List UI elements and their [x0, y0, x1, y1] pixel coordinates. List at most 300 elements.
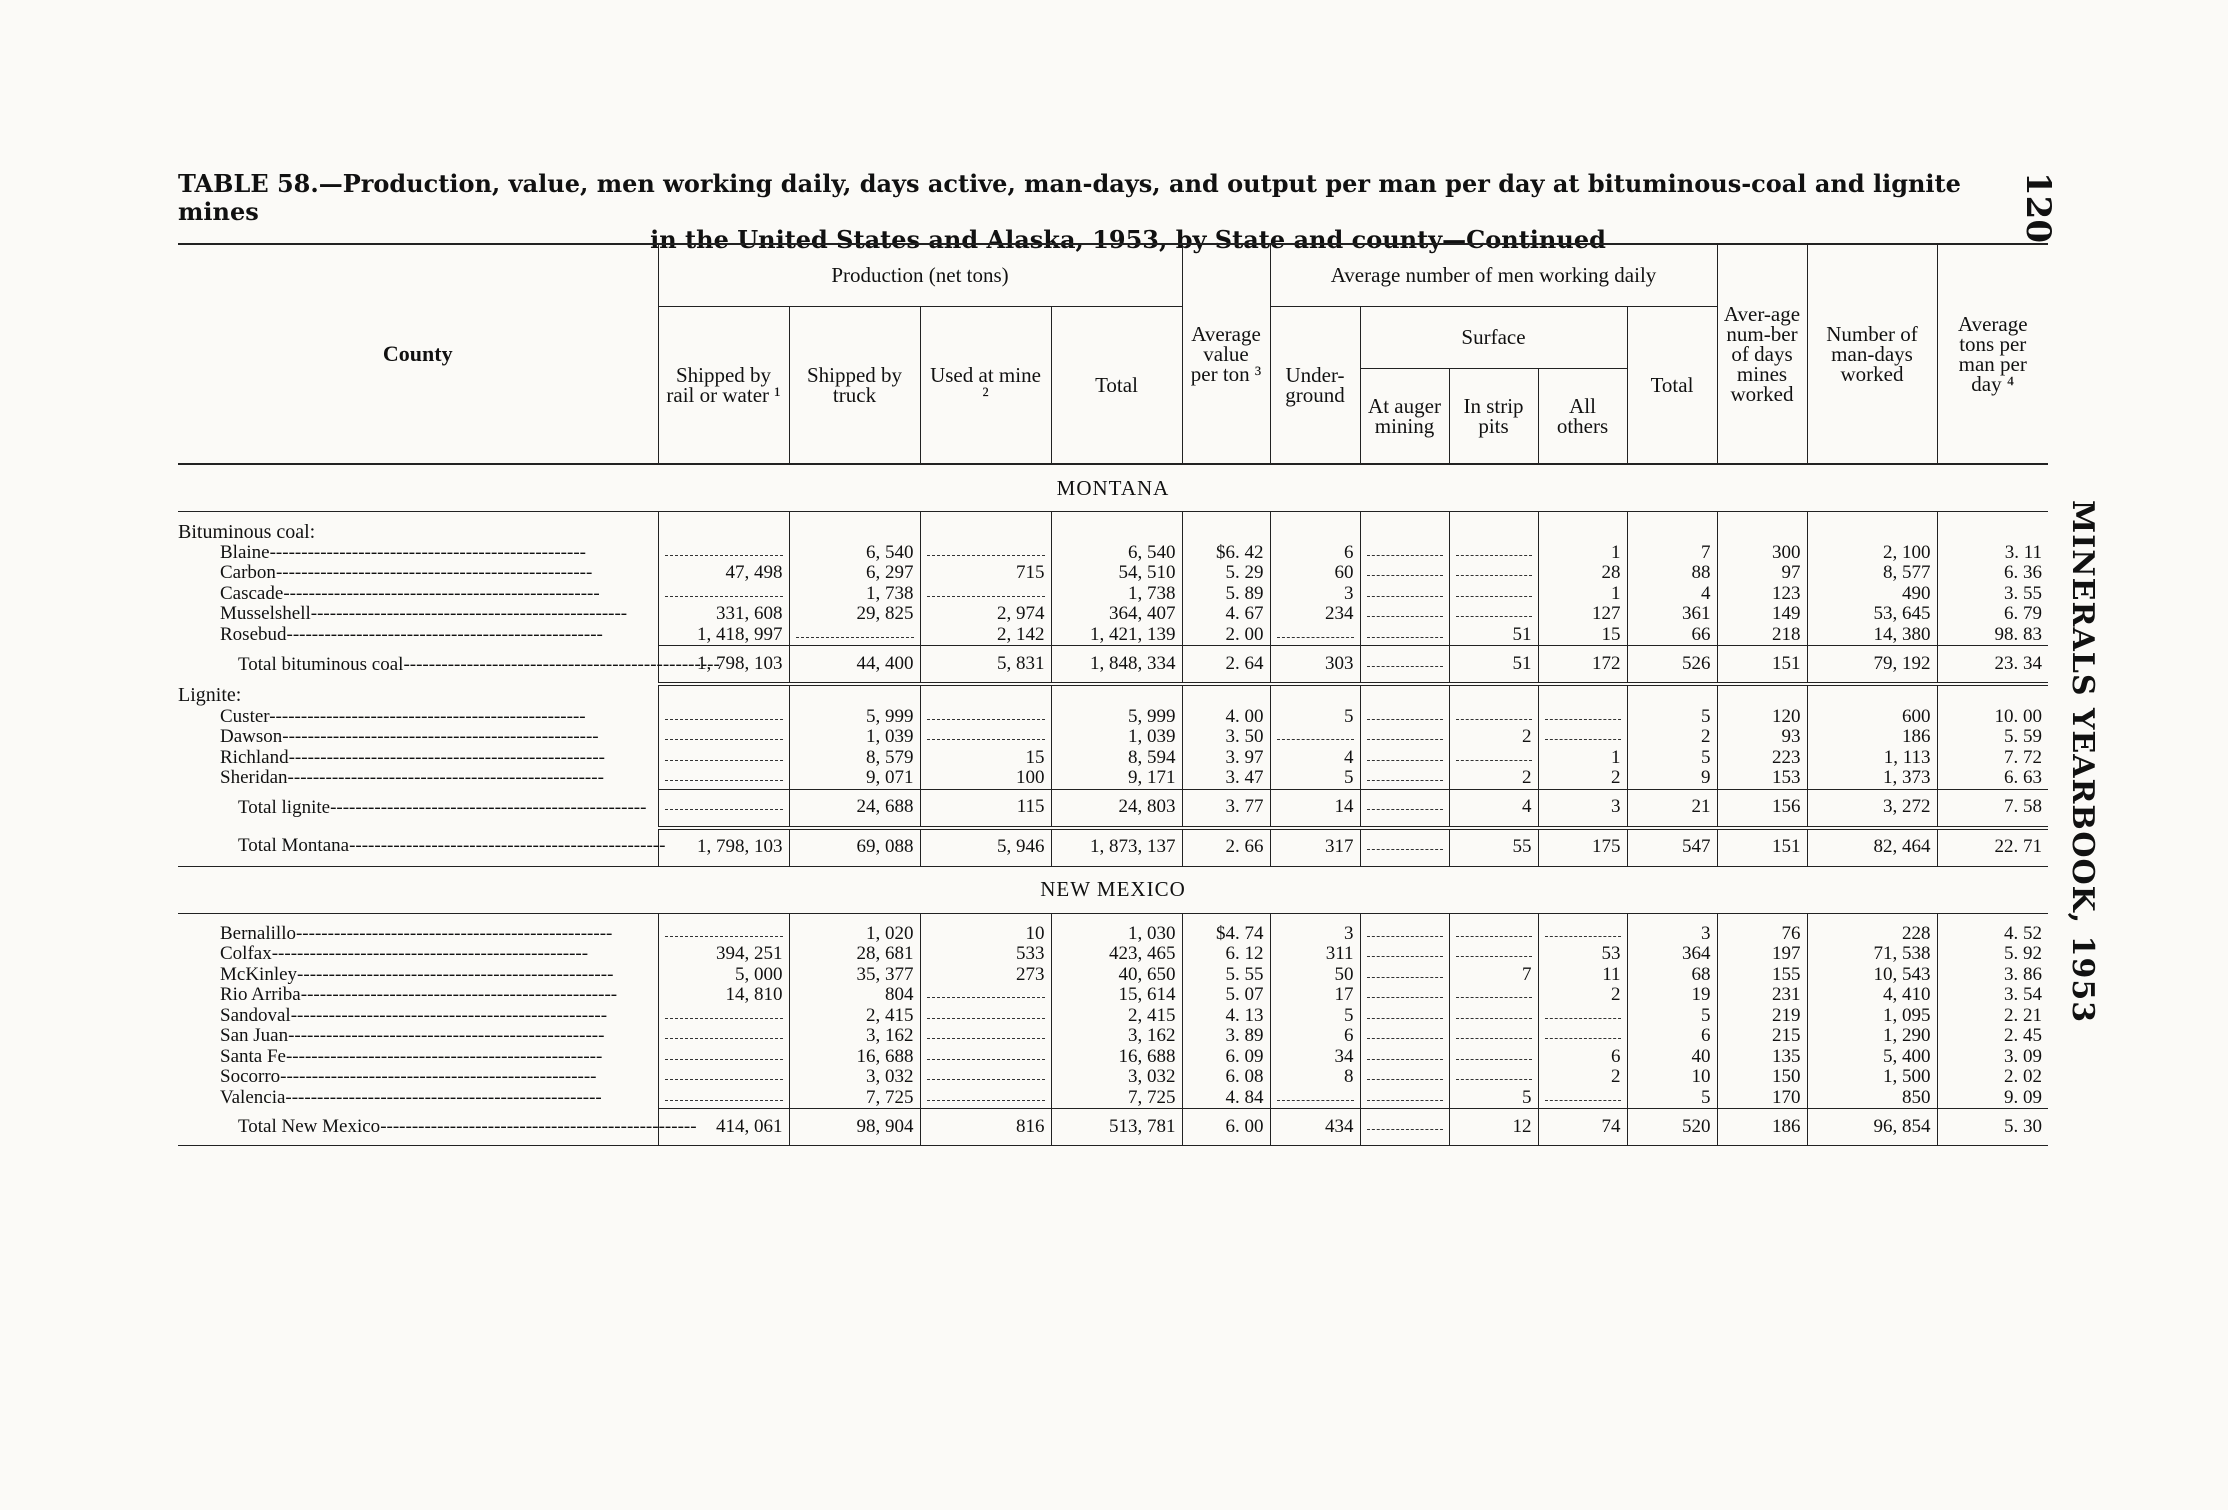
dash-placeholder [665, 768, 783, 781]
empty-cell [1182, 684, 1270, 707]
col-shipped-truck: Shipped by truck [789, 306, 920, 464]
table-row [178, 727, 2048, 748]
county-name: Bernalillo [220, 922, 296, 944]
empty-cell [1807, 684, 1937, 707]
empty-cell [920, 684, 1051, 707]
value-cell: 11 [1538, 965, 1627, 986]
value-cell: 74 [1538, 1109, 1627, 1146]
empty-cell [1360, 684, 1449, 707]
value-cell: 6 [1270, 543, 1360, 564]
value-cell: 1, 798, 103 [658, 646, 789, 685]
value-cell: 2 [1627, 727, 1717, 748]
dash-placeholder [665, 797, 783, 810]
empty-cell [1360, 944, 1449, 965]
spacer-cell [1360, 913, 1449, 924]
empty-cell [1360, 584, 1449, 605]
row-label [178, 1047, 658, 1068]
value-cell: 5. 92 [1937, 944, 2048, 965]
value-cell: 53, 645 [1807, 604, 1937, 625]
dash-placeholder [796, 625, 914, 638]
value-cell: 1, 039 [1051, 727, 1182, 748]
col-strip: In strip pits [1449, 368, 1538, 464]
value-cell: 1, 848, 334 [1051, 646, 1182, 685]
value-cell: 170 [1717, 1088, 1807, 1109]
county-name: Total New Mexico [238, 1115, 381, 1137]
empty-cell [1360, 768, 1449, 789]
dash-placeholder [1367, 985, 1443, 998]
value-cell: 69, 088 [789, 828, 920, 867]
spacer-cell [1627, 913, 1717, 924]
value-cell: 361 [1627, 604, 1717, 625]
empty-cell [920, 543, 1051, 564]
value-cell: 12 [1449, 1109, 1538, 1146]
empty-cell [1538, 707, 1627, 728]
empty-cell [1360, 1047, 1449, 1068]
col-surface: Surface [1360, 306, 1627, 368]
dash-placeholder [665, 707, 783, 720]
value-cell: 66 [1627, 625, 1717, 646]
dot-leader: -------------------------------------------------- [330, 797, 647, 818]
table-row [178, 1047, 2048, 1068]
value-cell: 7 [1627, 543, 1717, 564]
value-cell: 98, 904 [789, 1109, 920, 1146]
dash-placeholder [1277, 1088, 1354, 1101]
value-cell: 219 [1717, 1006, 1807, 1027]
value-cell: 804 [789, 985, 920, 1006]
value-cell: 3 [1538, 789, 1627, 828]
dash-placeholder [927, 1067, 1045, 1080]
dash-placeholder [1367, 563, 1443, 576]
value-cell: 16, 688 [789, 1047, 920, 1068]
value-cell: 3, 032 [1051, 1067, 1182, 1088]
value-cell: 5, 000 [658, 965, 789, 986]
table-row [178, 604, 2048, 625]
value-cell: 8, 577 [1807, 563, 1937, 584]
value-cell: 4. 00 [1182, 707, 1270, 728]
value-cell: 223 [1717, 748, 1807, 769]
value-cell: 21 [1627, 789, 1717, 828]
empty-cell [1360, 965, 1449, 986]
value-cell: 5 [1627, 707, 1717, 728]
dot-leader: -------------------------------------------------- [290, 1004, 608, 1026]
value-cell: 186 [1717, 1109, 1807, 1146]
empty-cell [658, 707, 789, 728]
empty-cell [1449, 522, 1538, 543]
data-table [178, 243, 2048, 1146]
dash-placeholder [927, 543, 1045, 556]
value-cell: 172 [1538, 646, 1627, 685]
value-cell: 4 [1449, 789, 1538, 828]
value-cell: 1 [1538, 748, 1627, 769]
empty-cell [1360, 727, 1449, 748]
value-cell: 1, 798, 103 [658, 828, 789, 867]
table-row [178, 563, 2048, 584]
dash-placeholder [1367, 727, 1443, 740]
value-cell: 2. 64 [1182, 646, 1270, 685]
value-cell: 15 [920, 748, 1051, 769]
dash-placeholder [665, 1047, 783, 1060]
empty-cell [1717, 684, 1807, 707]
spacer-cell [1717, 512, 1807, 523]
dot-leader: -------------------------------------------------- [287, 767, 604, 789]
value-cell: 98. 83 [1937, 625, 2048, 646]
dot-leader: -------------------------------------------------- [275, 562, 593, 583]
dash-placeholder [1367, 1047, 1443, 1060]
value-cell: 4. 13 [1182, 1006, 1270, 1027]
col-all-others: All others [1538, 368, 1627, 464]
dash-placeholder [1367, 1067, 1443, 1080]
dash-placeholder [1456, 604, 1532, 617]
dash-placeholder [1456, 985, 1532, 998]
dot-leader: -------------------------------------------------- [300, 984, 618, 1005]
value-cell: 53 [1538, 944, 1627, 965]
row-label [178, 727, 658, 748]
value-cell: 5. 59 [1937, 727, 2048, 748]
empty-cell [1360, 985, 1449, 1006]
col-county: County [178, 244, 658, 464]
value-cell: 5. 55 [1182, 965, 1270, 986]
empty-cell [1538, 924, 1627, 945]
value-cell: 24, 803 [1051, 789, 1182, 828]
value-cell: 1 [1538, 543, 1627, 564]
county-name: Total lignite [238, 797, 331, 818]
value-cell: 4 [1270, 748, 1360, 769]
value-cell: 1, 421, 139 [1051, 625, 1182, 646]
value-cell: 97 [1717, 563, 1807, 584]
value-cell: 2. 21 [1937, 1006, 2048, 1027]
spacer-row [178, 512, 2048, 523]
col-production-group: Production (net tons) [658, 244, 1182, 306]
value-cell: 1, 873, 137 [1051, 828, 1182, 867]
dash-placeholder [1367, 797, 1443, 810]
empty-cell [1449, 924, 1538, 945]
empty-cell [1360, 707, 1449, 728]
empty-cell [1449, 748, 1538, 769]
empty-cell [1051, 522, 1182, 543]
dot-leader: -------------------------------------------------- [288, 1025, 605, 1046]
empty-cell [1360, 543, 1449, 564]
empty-cell [1270, 684, 1360, 707]
row-label [178, 748, 658, 769]
value-cell: 715 [920, 563, 1051, 584]
col-men-group: Average number of men working daily [1270, 244, 1717, 306]
value-cell: 2, 415 [1051, 1006, 1182, 1027]
spacer-cell [1182, 512, 1270, 523]
table-row [178, 944, 2048, 965]
dash-placeholder [1545, 924, 1621, 937]
value-cell: 364 [1627, 944, 1717, 965]
value-cell: 5, 831 [920, 646, 1051, 685]
spacer-cell [658, 512, 789, 523]
empty-cell [1627, 522, 1717, 543]
dash-placeholder [665, 1088, 783, 1101]
dash-placeholder [665, 924, 783, 937]
value-cell: 234 [1270, 604, 1360, 625]
dot-leader: -------------------------------------------------- [295, 922, 613, 944]
value-cell: 5. 07 [1182, 985, 1270, 1006]
table-row [178, 1026, 2048, 1047]
spacer-cell [920, 913, 1051, 924]
row-label [178, 944, 658, 965]
dash-placeholder [1367, 768, 1443, 781]
table-row [178, 748, 2048, 769]
county-name: Rio Arriba [220, 984, 301, 1005]
value-cell: 9, 071 [789, 768, 920, 789]
empty-cell [1538, 1006, 1627, 1027]
row-label [178, 1088, 658, 1109]
value-cell: 6. 00 [1182, 1109, 1270, 1146]
dot-leader: -------------------------------------------------- [285, 1045, 603, 1067]
dash-placeholder [927, 707, 1045, 720]
state-heading-row [178, 866, 2048, 913]
value-cell: 2, 415 [789, 1006, 920, 1027]
table-title [178, 170, 2048, 254]
row-label [178, 768, 658, 789]
col-men-total: Total [1627, 306, 1717, 464]
spacer-cell [1627, 512, 1717, 523]
dash-placeholder [927, 985, 1045, 998]
value-cell: 19 [1627, 985, 1717, 1006]
empty-cell [1627, 684, 1717, 707]
table-row [178, 543, 2048, 564]
state-heading: NEW MEXICO [178, 866, 2048, 913]
value-cell: 14, 380 [1807, 625, 1937, 646]
empty-cell [1360, 646, 1449, 685]
empty-cell [920, 522, 1051, 543]
value-cell: 88 [1627, 563, 1717, 584]
value-cell: 7, 725 [1051, 1088, 1182, 1109]
row-label [178, 965, 658, 986]
value-cell: 175 [1538, 828, 1627, 867]
value-cell: 2, 100 [1807, 543, 1937, 564]
state-heading: MONTANA [178, 464, 2048, 512]
row-label [178, 828, 666, 867]
value-cell: 2 [1538, 985, 1627, 1006]
value-cell: 4. 52 [1937, 924, 2048, 945]
spacer-cell [1270, 913, 1360, 924]
table-row [178, 584, 2048, 605]
dot-leader: -------------------------------------------------- [282, 726, 599, 747]
value-cell: 55 [1449, 828, 1538, 867]
dash-placeholder [1545, 1026, 1621, 1039]
state-total-row [178, 828, 2048, 867]
value-cell: 76 [1717, 924, 1807, 945]
dash-placeholder [1545, 1006, 1621, 1019]
empty-cell [1807, 522, 1937, 543]
empty-cell [1538, 684, 1627, 707]
value-cell: 51 [1449, 625, 1538, 646]
spacer-cell [1807, 913, 1937, 924]
value-cell: 317 [1270, 828, 1360, 867]
value-cell: 40 [1627, 1047, 1717, 1068]
empty-cell [1449, 944, 1538, 965]
empty-cell [1449, 707, 1538, 728]
value-cell: 40, 650 [1051, 965, 1182, 986]
dot-leader: -------------------------------------------------- [269, 541, 586, 563]
value-cell: 5, 400 [1807, 1047, 1937, 1068]
page-number: 120 [2018, 172, 2058, 243]
dash-placeholder [665, 543, 783, 556]
col-shipped-rail: Shipped by rail or water ¹ [658, 306, 789, 464]
value-cell: 4, 410 [1807, 985, 1937, 1006]
empty-cell [789, 684, 920, 707]
empty-cell [1360, 1067, 1449, 1088]
value-cell: 816 [920, 1109, 1051, 1146]
county-name: Richland [220, 746, 289, 768]
value-cell: 71, 538 [1807, 944, 1937, 965]
value-cell: 44, 400 [789, 646, 920, 685]
empty-cell [1182, 522, 1270, 543]
empty-cell [1360, 1109, 1449, 1146]
dash-placeholder [1456, 1026, 1532, 1039]
value-cell: 115 [920, 789, 1051, 828]
dash-placeholder [1456, 924, 1532, 937]
table-row [178, 707, 2048, 728]
value-cell: 300 [1717, 543, 1807, 564]
value-cell: 68 [1627, 965, 1717, 986]
value-cell: 231 [1717, 985, 1807, 1006]
value-cell: 311 [1270, 944, 1360, 965]
dash-placeholder [1456, 707, 1532, 720]
county-name: Sandoval [220, 1004, 291, 1026]
value-cell: 364, 407 [1051, 604, 1182, 625]
row-label [178, 789, 658, 828]
dash-placeholder [1545, 727, 1621, 740]
dash-placeholder [1367, 604, 1443, 617]
value-cell: 3. 77 [1182, 789, 1270, 828]
value-cell: 16, 688 [1051, 1047, 1182, 1068]
value-cell: 1, 500 [1807, 1067, 1937, 1088]
value-cell: 6. 63 [1937, 768, 2048, 789]
value-cell: 6 [1270, 1026, 1360, 1047]
empty-cell [658, 543, 789, 564]
value-cell: 120 [1717, 707, 1807, 728]
empty-cell [658, 1006, 789, 1027]
dash-placeholder [1456, 584, 1532, 597]
dot-leader: -------------------------------------------------- [283, 582, 600, 604]
county-name: Socorro [220, 1066, 281, 1087]
col-avg-value: Average value per ton ³ [1182, 244, 1270, 464]
empty-cell [789, 522, 920, 543]
dash-placeholder [665, 584, 783, 597]
value-cell: 6 [1627, 1026, 1717, 1047]
value-cell: 10 [920, 924, 1051, 945]
spacer-cell [1717, 913, 1807, 924]
dot-leader: -------------------------------------------------- [349, 835, 666, 857]
dash-placeholder [665, 1026, 783, 1039]
value-cell: 3, 162 [1051, 1026, 1182, 1047]
value-cell: 1 [1538, 584, 1627, 605]
value-cell: 100 [920, 768, 1051, 789]
spacer-cell [1538, 913, 1627, 924]
empty-cell [1538, 1088, 1627, 1109]
empty-cell [1449, 1026, 1538, 1047]
value-cell: 28, 681 [789, 944, 920, 965]
value-cell: 1, 418, 997 [658, 625, 789, 646]
value-cell: 6 [1538, 1047, 1627, 1068]
value-cell: 3. 55 [1937, 584, 2048, 605]
value-cell: 1, 373 [1807, 768, 1937, 789]
dash-placeholder [1367, 654, 1443, 667]
empty-cell [658, 789, 789, 828]
empty-cell [920, 1006, 1051, 1027]
county-name: Rosebud [220, 623, 287, 645]
dash-placeholder [1277, 625, 1354, 638]
table-row [178, 1088, 2048, 1109]
value-cell: 135 [1717, 1047, 1807, 1068]
value-cell: 51 [1449, 646, 1538, 685]
value-cell: 5 [1627, 748, 1717, 769]
dash-placeholder [665, 1067, 783, 1080]
value-cell: 2 [1449, 768, 1538, 789]
county-name: Valencia [220, 1086, 286, 1108]
value-cell: 47, 498 [658, 563, 789, 584]
value-cell: 7, 725 [789, 1088, 920, 1109]
value-cell: 123 [1717, 584, 1807, 605]
value-cell: 149 [1717, 604, 1807, 625]
value-cell: 1, 095 [1807, 1006, 1937, 1027]
value-cell: 2 [1538, 1067, 1627, 1088]
group-label: Bituminous coal: [178, 521, 316, 543]
value-cell: 5, 999 [789, 707, 920, 728]
value-cell: 547 [1627, 828, 1717, 867]
value-cell: 153 [1717, 768, 1807, 789]
value-cell: 6, 297 [789, 563, 920, 584]
dash-placeholder [1367, 965, 1443, 978]
value-cell: 5. 30 [1937, 1109, 2048, 1146]
value-cell: 9 [1627, 768, 1717, 789]
dash-placeholder [1367, 625, 1443, 638]
dash-placeholder [1456, 543, 1532, 556]
dash-placeholder [665, 727, 783, 740]
value-cell: 4. 84 [1182, 1088, 1270, 1109]
row-label [178, 625, 658, 646]
state-total-row [178, 1109, 2048, 1146]
value-cell: 6. 08 [1182, 1067, 1270, 1088]
value-cell: 60 [1270, 563, 1360, 584]
value-cell: 215 [1717, 1026, 1807, 1047]
dot-leader: -------------------------------------------------- [380, 1115, 697, 1137]
empty-cell [658, 1026, 789, 1047]
col-avg-tons: Average tons per man per day ⁴ [1937, 244, 2048, 464]
empty-cell [920, 584, 1051, 605]
empty-cell [1360, 563, 1449, 584]
value-cell: 6. 36 [1937, 563, 2048, 584]
row-label [178, 646, 720, 685]
spacer-cell [1937, 913, 2048, 924]
empty-cell [920, 1026, 1051, 1047]
value-cell: 3. 97 [1182, 748, 1270, 769]
value-cell: 3, 032 [789, 1067, 920, 1088]
spacer-cell [658, 913, 789, 924]
value-cell: 17 [1270, 985, 1360, 1006]
empty-cell [1360, 828, 1449, 867]
dash-placeholder [1367, 944, 1443, 957]
dash-placeholder [1545, 1088, 1621, 1101]
row-label [178, 1109, 697, 1146]
row-label [178, 924, 658, 945]
empty-cell [1538, 1026, 1627, 1047]
value-cell: 513, 781 [1051, 1109, 1182, 1146]
value-cell: 2 [1538, 768, 1627, 789]
spacer-cell [1051, 512, 1182, 523]
dash-placeholder [927, 1047, 1045, 1060]
value-cell: 34 [1270, 1047, 1360, 1068]
dash-placeholder [1367, 1026, 1443, 1039]
value-cell: 9, 171 [1051, 768, 1182, 789]
dash-placeholder [927, 727, 1045, 740]
value-cell: 423, 465 [1051, 944, 1182, 965]
